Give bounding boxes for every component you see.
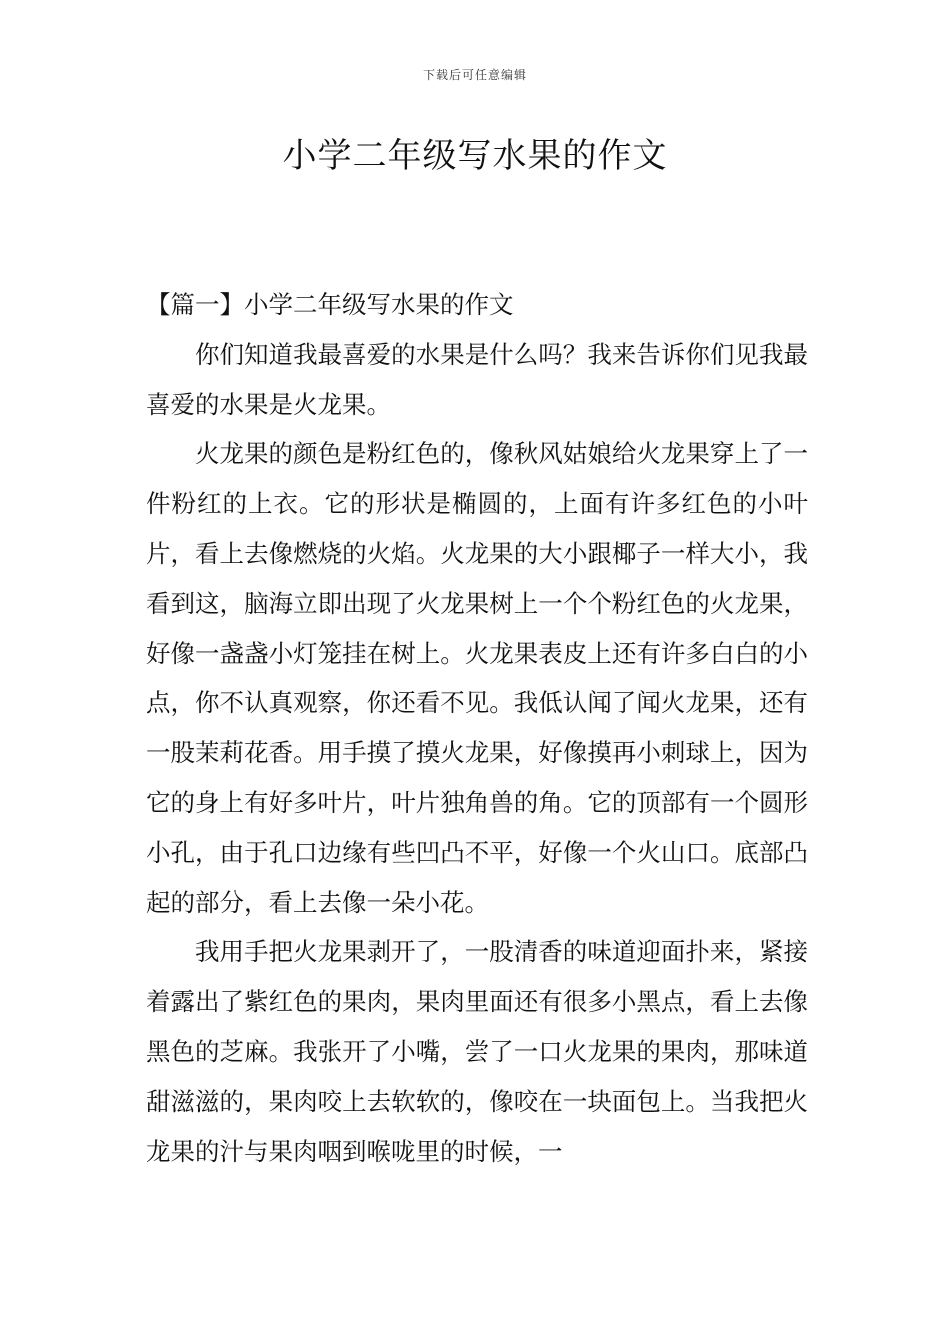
document-title: 小学二年级写水果的作文 (282, 136, 668, 176)
paragraph-3: 我用手把火龙果剥开了，一股清香的味道迎面扑来，紧接着露出了紫红色的果肉，果肉里面还有很多小黑点，看上去像黑色的芝麻。我张开了小嘴，尝了一口火龙果的果肉，那味道甜滋滋的，果肉咬上去软软的，像咬在一块面包上。当我把火龙果的汁与果肉咽到喉咙里的时候，一 (146, 937, 808, 1166)
paragraph-2: 火龙果的颜色是粉红色的，像秋风姑娘给火龙果穿上了一件粉红的上衣。它的形状是椭圆的，上面有许多红色的小叶片，看上去像燃烧的火焰。火龙果的大小跟椰子一样大小，我看到这，脑海立即出现了火龙果树上一个个粉红色的火龙果，好像一盏盏小灯笼挂在树上。火龙果表皮上还有许多白白的小点，你不认真观察，你还看不见。我低认闻了闻火龙果，还有一股茉莉花香。用手摸了摸火龙果，好像摸再小刺球上，因为它的身上有好多叶片，叶片独角兽的角。它的顶部有一个圆形小孔，由于孔口边缘有些凹凸不平，好像一个火山口。底部凸起的部分，看上去像一朵小花。 (146, 439, 808, 917)
page-header-note: 下载后可任意编辑 (422, 68, 527, 82)
section-heading: 【篇一】小学二年级写水果的作文 (146, 290, 514, 319)
paragraph-1: 你们知道我最喜爱的水果是什么吗？我来告诉你们见我最喜爱的水果是火龙果。 (146, 339, 808, 419)
document-body (146, 280, 808, 1176)
